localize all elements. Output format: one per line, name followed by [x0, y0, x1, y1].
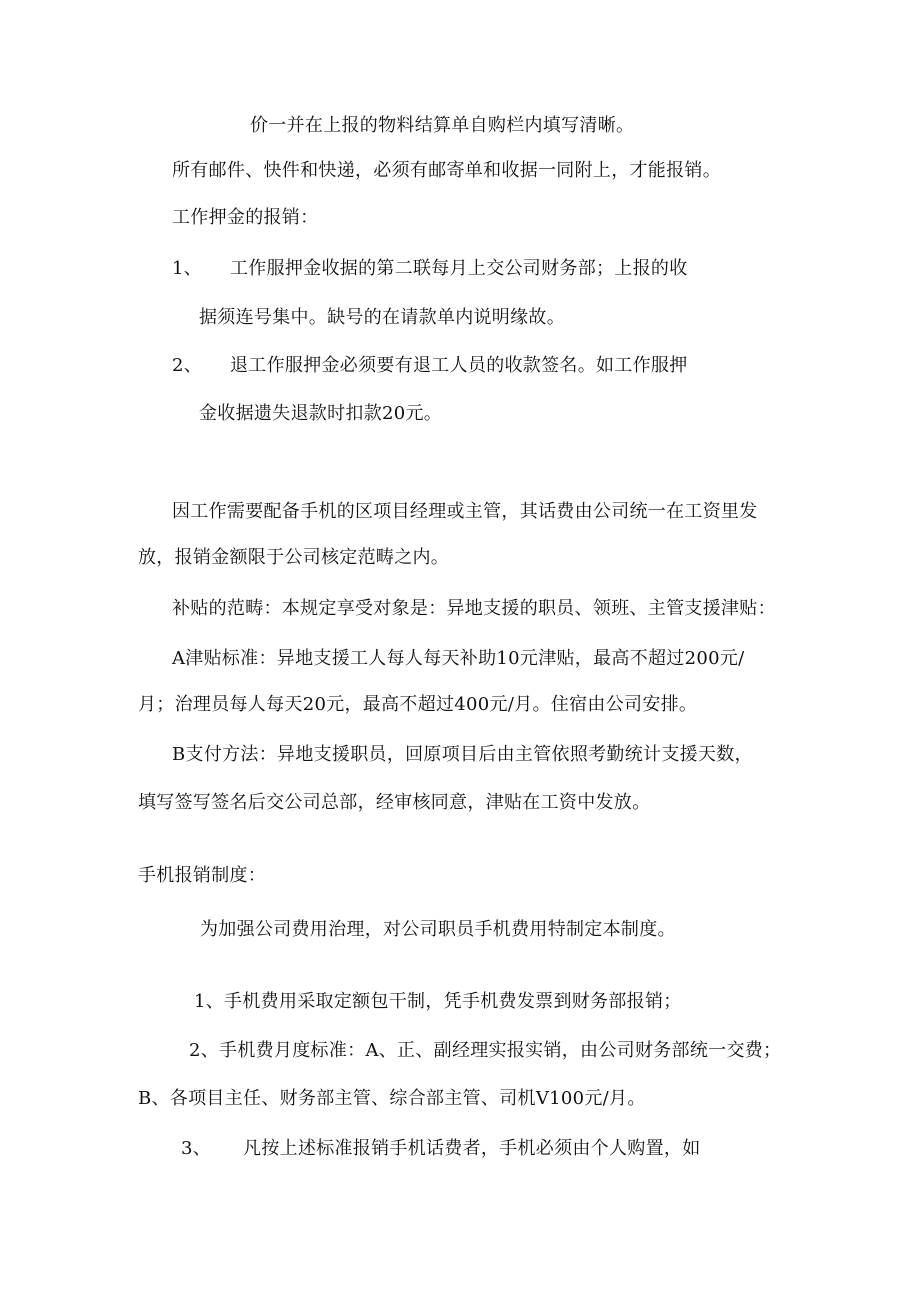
text-line: 填写签写签名后交公司总部，经审核同意，津贴在工资中发放。	[138, 792, 651, 813]
section-heading: 工作押金的报销：	[172, 207, 319, 228]
text-line: 为加强公司费用治理，对公司职员手机费用特制定本制度。	[200, 919, 676, 940]
text-line: 金收据遗失退款时扣款20元。	[199, 403, 443, 424]
section-heading: 手机报销制度：	[138, 865, 267, 886]
text-line: A津贴标准：异地支援工人每人每天补助10元津贴，最高不超过200元/	[172, 648, 745, 669]
item-number: 2、	[172, 355, 203, 376]
text-line: 2、手机费月度标准：A、正、副经理实报实销，由公司财务部统一交费；	[189, 1040, 782, 1061]
text-line: 所有邮件、快件和快递，必须有邮寄单和收据一同附上，才能报销。	[172, 160, 721, 181]
text-line: B支付方法：异地支援职员，回原项目后由主管依照考勤统计支援天数，	[172, 744, 753, 765]
numbered-item	[181, 1137, 701, 1161]
item-number: 1、	[172, 258, 203, 279]
text-line: 补贴的范畴：本规定享受对象是：异地支援的职员、领班、主管支援津贴：	[172, 598, 776, 619]
item-number: 3、	[181, 1138, 212, 1159]
numbered-item	[172, 354, 688, 378]
item-text: 凡按上述标准报销手机话费者，手机必须由个人购置，如	[243, 1138, 701, 1159]
text-line: 因工作需要配备手机的区项目经理或主管，其话费由公司统一在工资里发	[172, 501, 758, 522]
item-text: 工作服押金收据的第二联每月上交公司财务部；上报的收	[230, 258, 688, 279]
text-line: 价一并在上报的物料结算单自购栏内填写清晰。	[250, 115, 635, 136]
text-line: B、各项目主任、财务部主管、综合部主管、司机V100元/月。	[138, 1088, 646, 1109]
item-text: 退工作服押金必须要有退工人员的收款签名。如工作服押	[230, 355, 688, 376]
text-line: 据须连号集中。缺号的在请款单内说明缘故。	[199, 307, 565, 328]
text-line: 放，报销金额限于公司核定范畴之内。	[138, 547, 450, 568]
numbered-item	[172, 257, 688, 281]
text-line: 月；治理员每人每天20元，最高不超过400元/月。住宿由公司安排。	[138, 694, 698, 715]
text-line: 1、手机费用采取定额包干制，凭手机费发票到财务部报销；	[194, 991, 682, 1012]
